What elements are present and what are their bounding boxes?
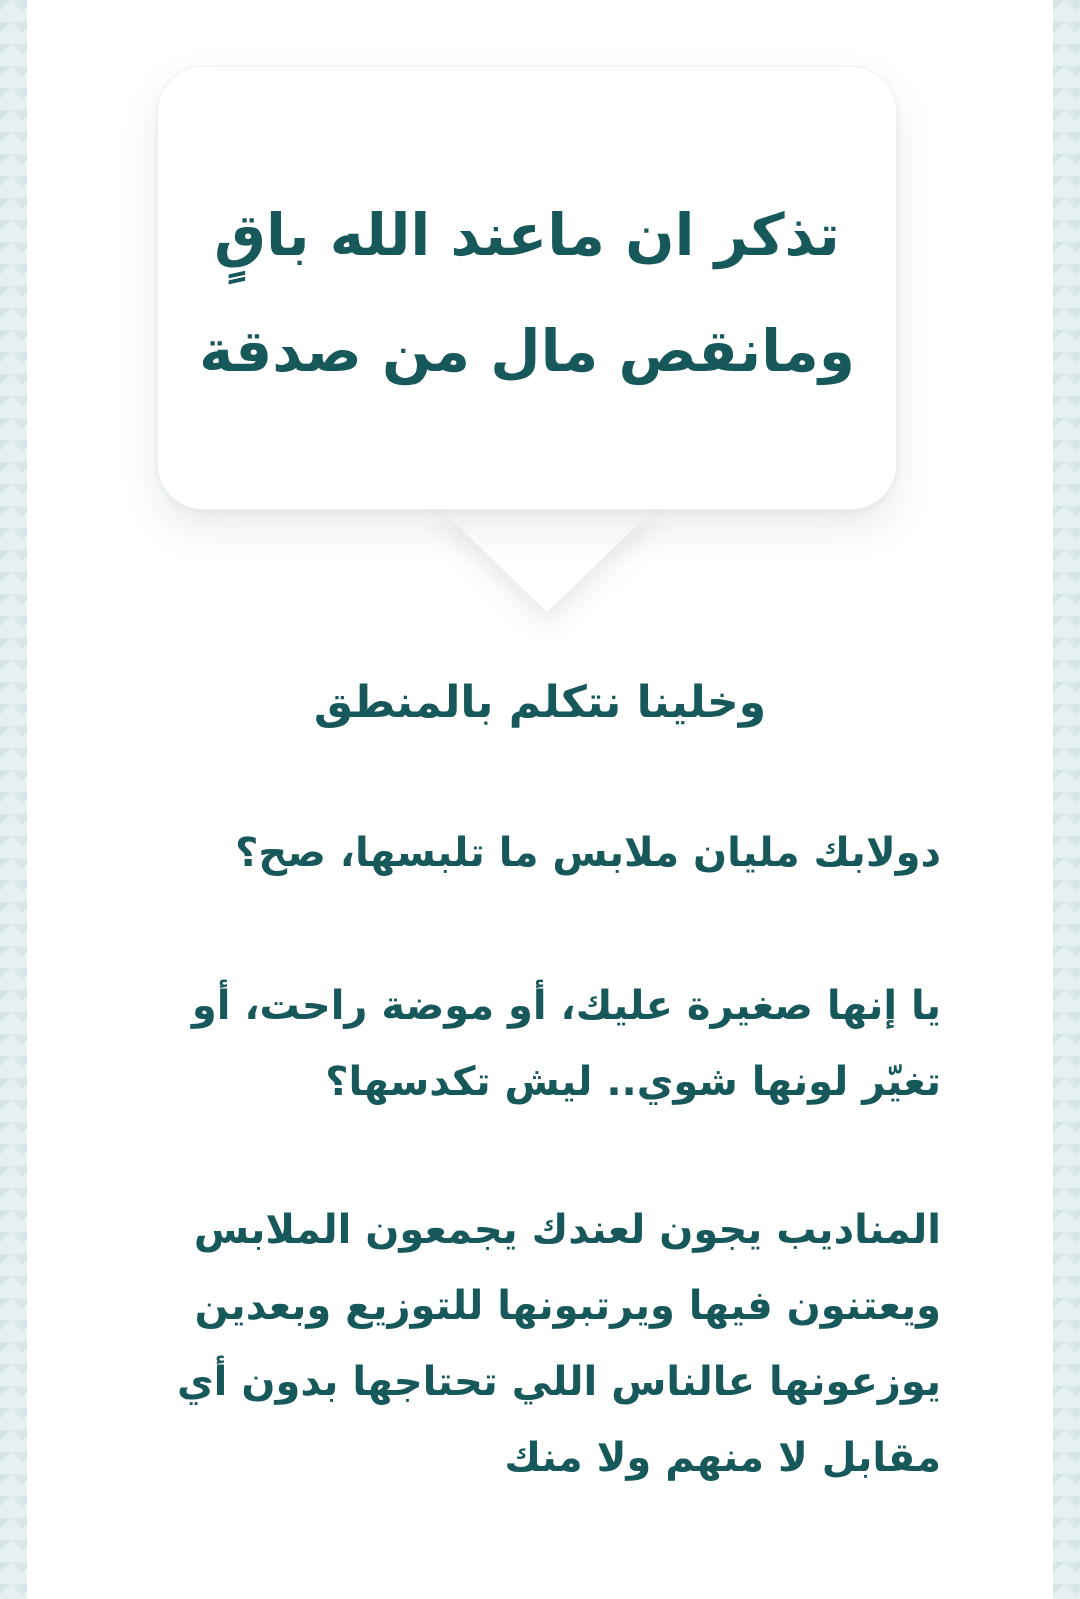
speech-bubble [157,66,897,510]
paragraph-3-line-4: مقابل لا منهم ولا منك [504,1435,941,1481]
content-panel [27,0,1053,1599]
bubble-line-2: ومانقص مال من صدقة [199,317,855,385]
paragraph-3-line-1: المناديب يجون لعندك يجمعون الملابس [193,1207,941,1253]
paragraph-1-line-1: دولابك مليان ملابس ما تلبسها، صح؟ [235,830,941,876]
bubble-line-1: تذكر ان ماعند الله باقٍ [214,201,840,269]
section-heading: وخلينا نتكلم بالمنطق [313,677,767,728]
paragraph-1 [111,815,941,891]
paragraph-3-line-2: ويعتنون فيها ويرتبونها للتوزيع وبعدين [194,1283,941,1329]
paragraph-3-line-3: يوزعونها عالناس اللي تحتاجها بدون أي [177,1359,941,1405]
paragraph-2-line-1: يا إنها صغيرة عليك، أو موضة راحت، أو [191,983,941,1029]
speech-bubble-tail [439,508,655,612]
paragraph-2-line-2: تغيّر لونها شوي.. ليش تكدسها؟ [325,1059,941,1105]
paragraph-2 [111,968,941,1120]
decorative-pattern-right-edge [1053,0,1080,1599]
bubble-quote [158,67,896,509]
decorative-pattern-left-edge [0,0,27,1599]
paragraph-3 [111,1192,941,1496]
